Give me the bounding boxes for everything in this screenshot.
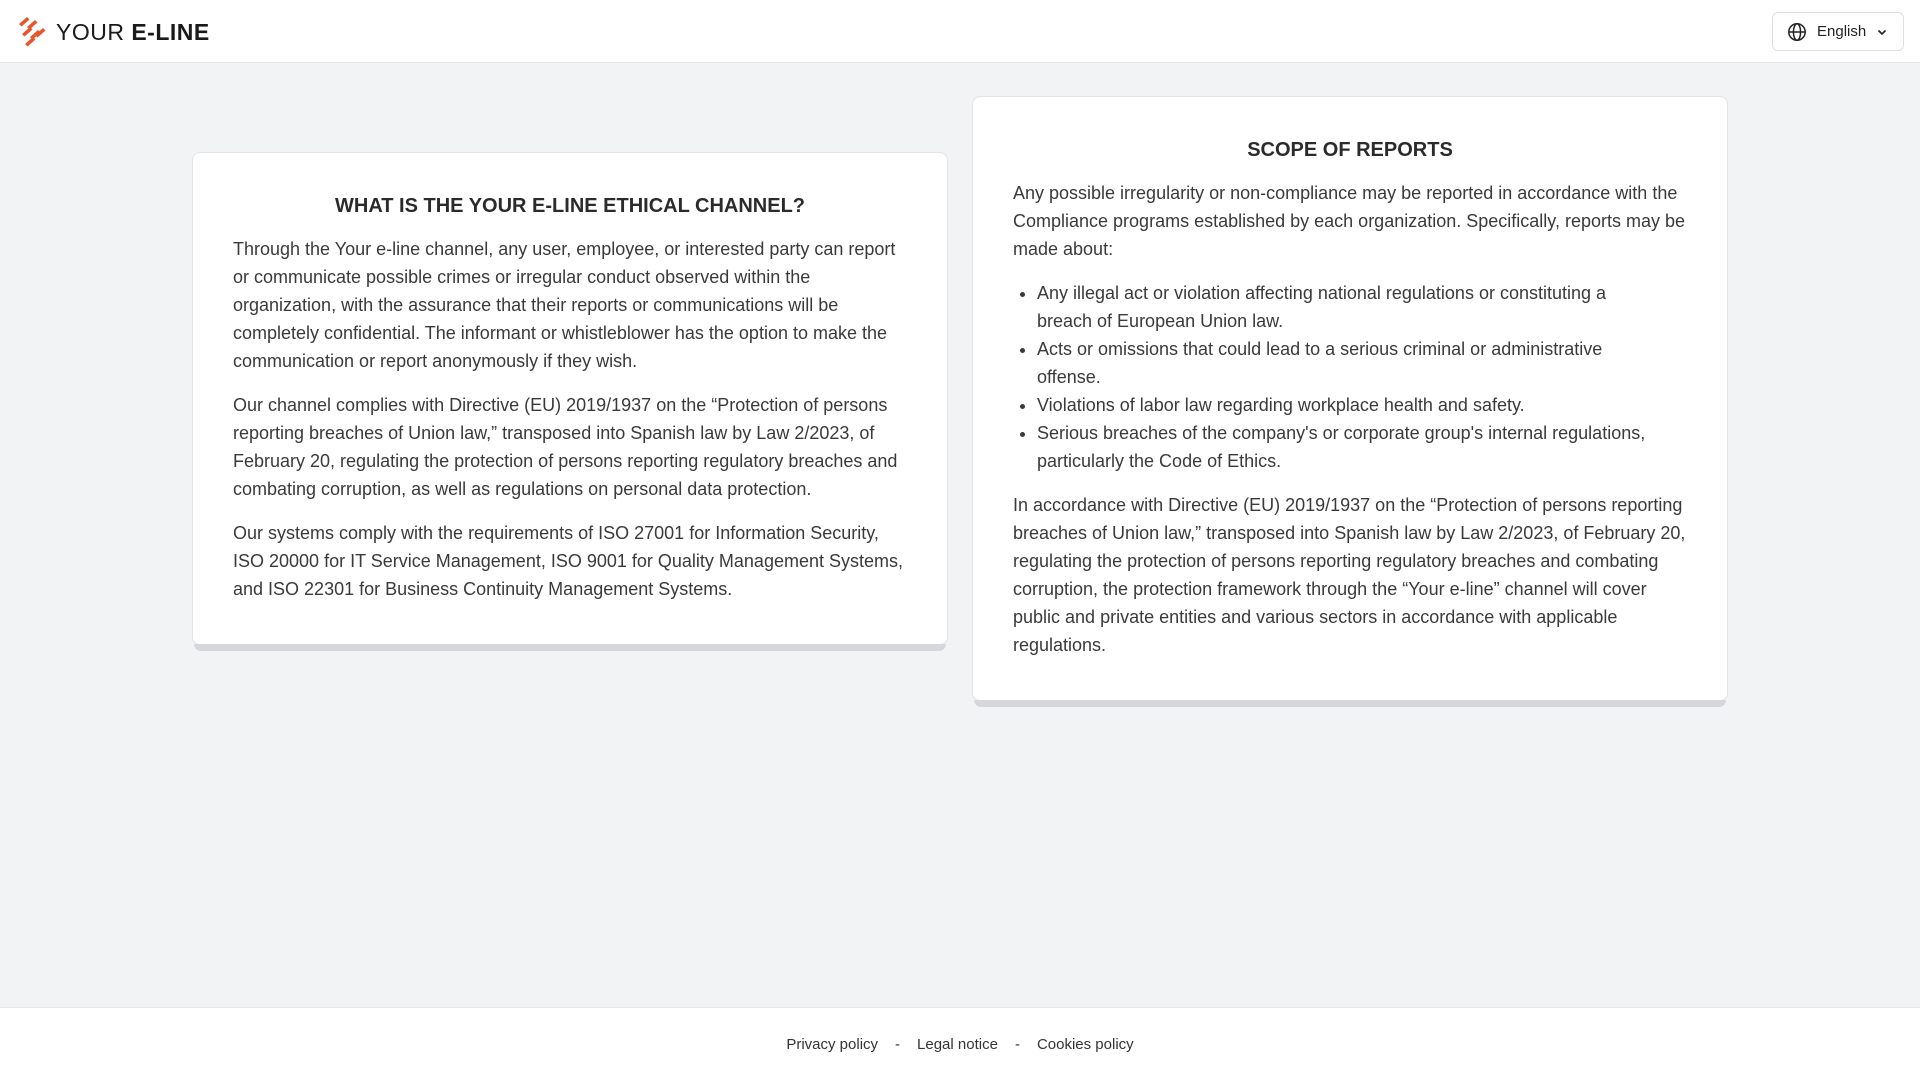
globe-icon — [1787, 22, 1807, 42]
ethical-channel-title: WHAT IS THE YOUR E-LINE ETHICAL CHANNEL? — [335, 195, 805, 217]
top-header — [0, 0, 1920, 63]
scope-intro: Any possible irregularity or non-compliance may be reported in accordance with the Compliance programs established by each organization. Specifically, reports may be made about: — [1013, 183, 1686, 259]
logo-text — [56, 19, 210, 46]
chevron-down-icon — [1876, 26, 1888, 38]
footer-separator: - — [895, 1035, 901, 1053]
scope-closing: In accordance with Directive (EU) 2019/1937 on the “Protection of persons reporting breaches of Union law,” transposed into Spanish law by Law 2/2023, of February 20, regulating the protection of persons reporting regulatory breaches and combating corruption, the protection framework through the “Your e-line” channel will cover public and private entities and various sectors in accordance with applicable regulations. — [1013, 495, 1686, 655]
scope-title: SCOPE OF REPORTS — [1247, 139, 1453, 161]
logo-text-bold: E-LINE — [131, 18, 210, 45]
cookies-policy-link[interactable]: Cookies policy — [1036, 1035, 1134, 1053]
privacy-policy-link[interactable]: Privacy policy — [786, 1035, 879, 1053]
scope-of-reports-card — [972, 96, 1728, 701]
logo-mark-icon — [16, 15, 50, 49]
footer-separator: - — [1014, 1035, 1020, 1053]
scope-list-item: • Serious breaches of the company's or corporate group's internal regulations, particularly the Code of Ethics. — [1037, 419, 1687, 475]
language-label: English — [1817, 23, 1867, 40]
logo-text-light: YOUR — [56, 18, 132, 45]
scope-list-item: • Acts or omissions that could lead to a serious criminal or administrative offense. — [1037, 335, 1687, 391]
ethical-channel-card — [192, 152, 948, 645]
ethical-channel-paragraph: Our channel complies with Directive (EU) 2019/1937 on the “Protection of persons reporting breaches of Union law,” transposed into Spanish law by Law 2/2023, of February 20, regulating the protection of persons reporting regulatory breaches and combating corruption, as well as regulations on personal data protection. — [233, 395, 898, 499]
scope-list-item: • Violations of labor law regarding workplace health and safety. — [1037, 391, 1687, 419]
brand-logo[interactable] — [16, 15, 210, 49]
scope-list — [1013, 279, 1687, 475]
ethical-channel-paragraph: Our systems comply with the requirements of ISO 27001 for Information Security, ISO 20000 for IT Service Management, ISO 9001 for Quality Management Systems, and ISO 22301 for Business Continuity Management Systems. — [233, 523, 903, 599]
scope-list-item: • Any illegal act or violation affecting national regulations or constituting a breach of European Union law. — [1037, 279, 1687, 335]
page-footer — [0, 1007, 1920, 1080]
language-selector[interactable] — [1772, 12, 1904, 51]
ethical-channel-paragraph: Through the Your e-line channel, any user, employee, or interested party can report or communicate possible crimes or irregular conduct observed within the organization, with the assurance that their reports or communications will be completely confidential. The informant or whistleblower has the option to make the communication or report anonymously if they wish. — [233, 239, 896, 371]
legal-notice-link[interactable]: Legal notice — [917, 1035, 998, 1053]
